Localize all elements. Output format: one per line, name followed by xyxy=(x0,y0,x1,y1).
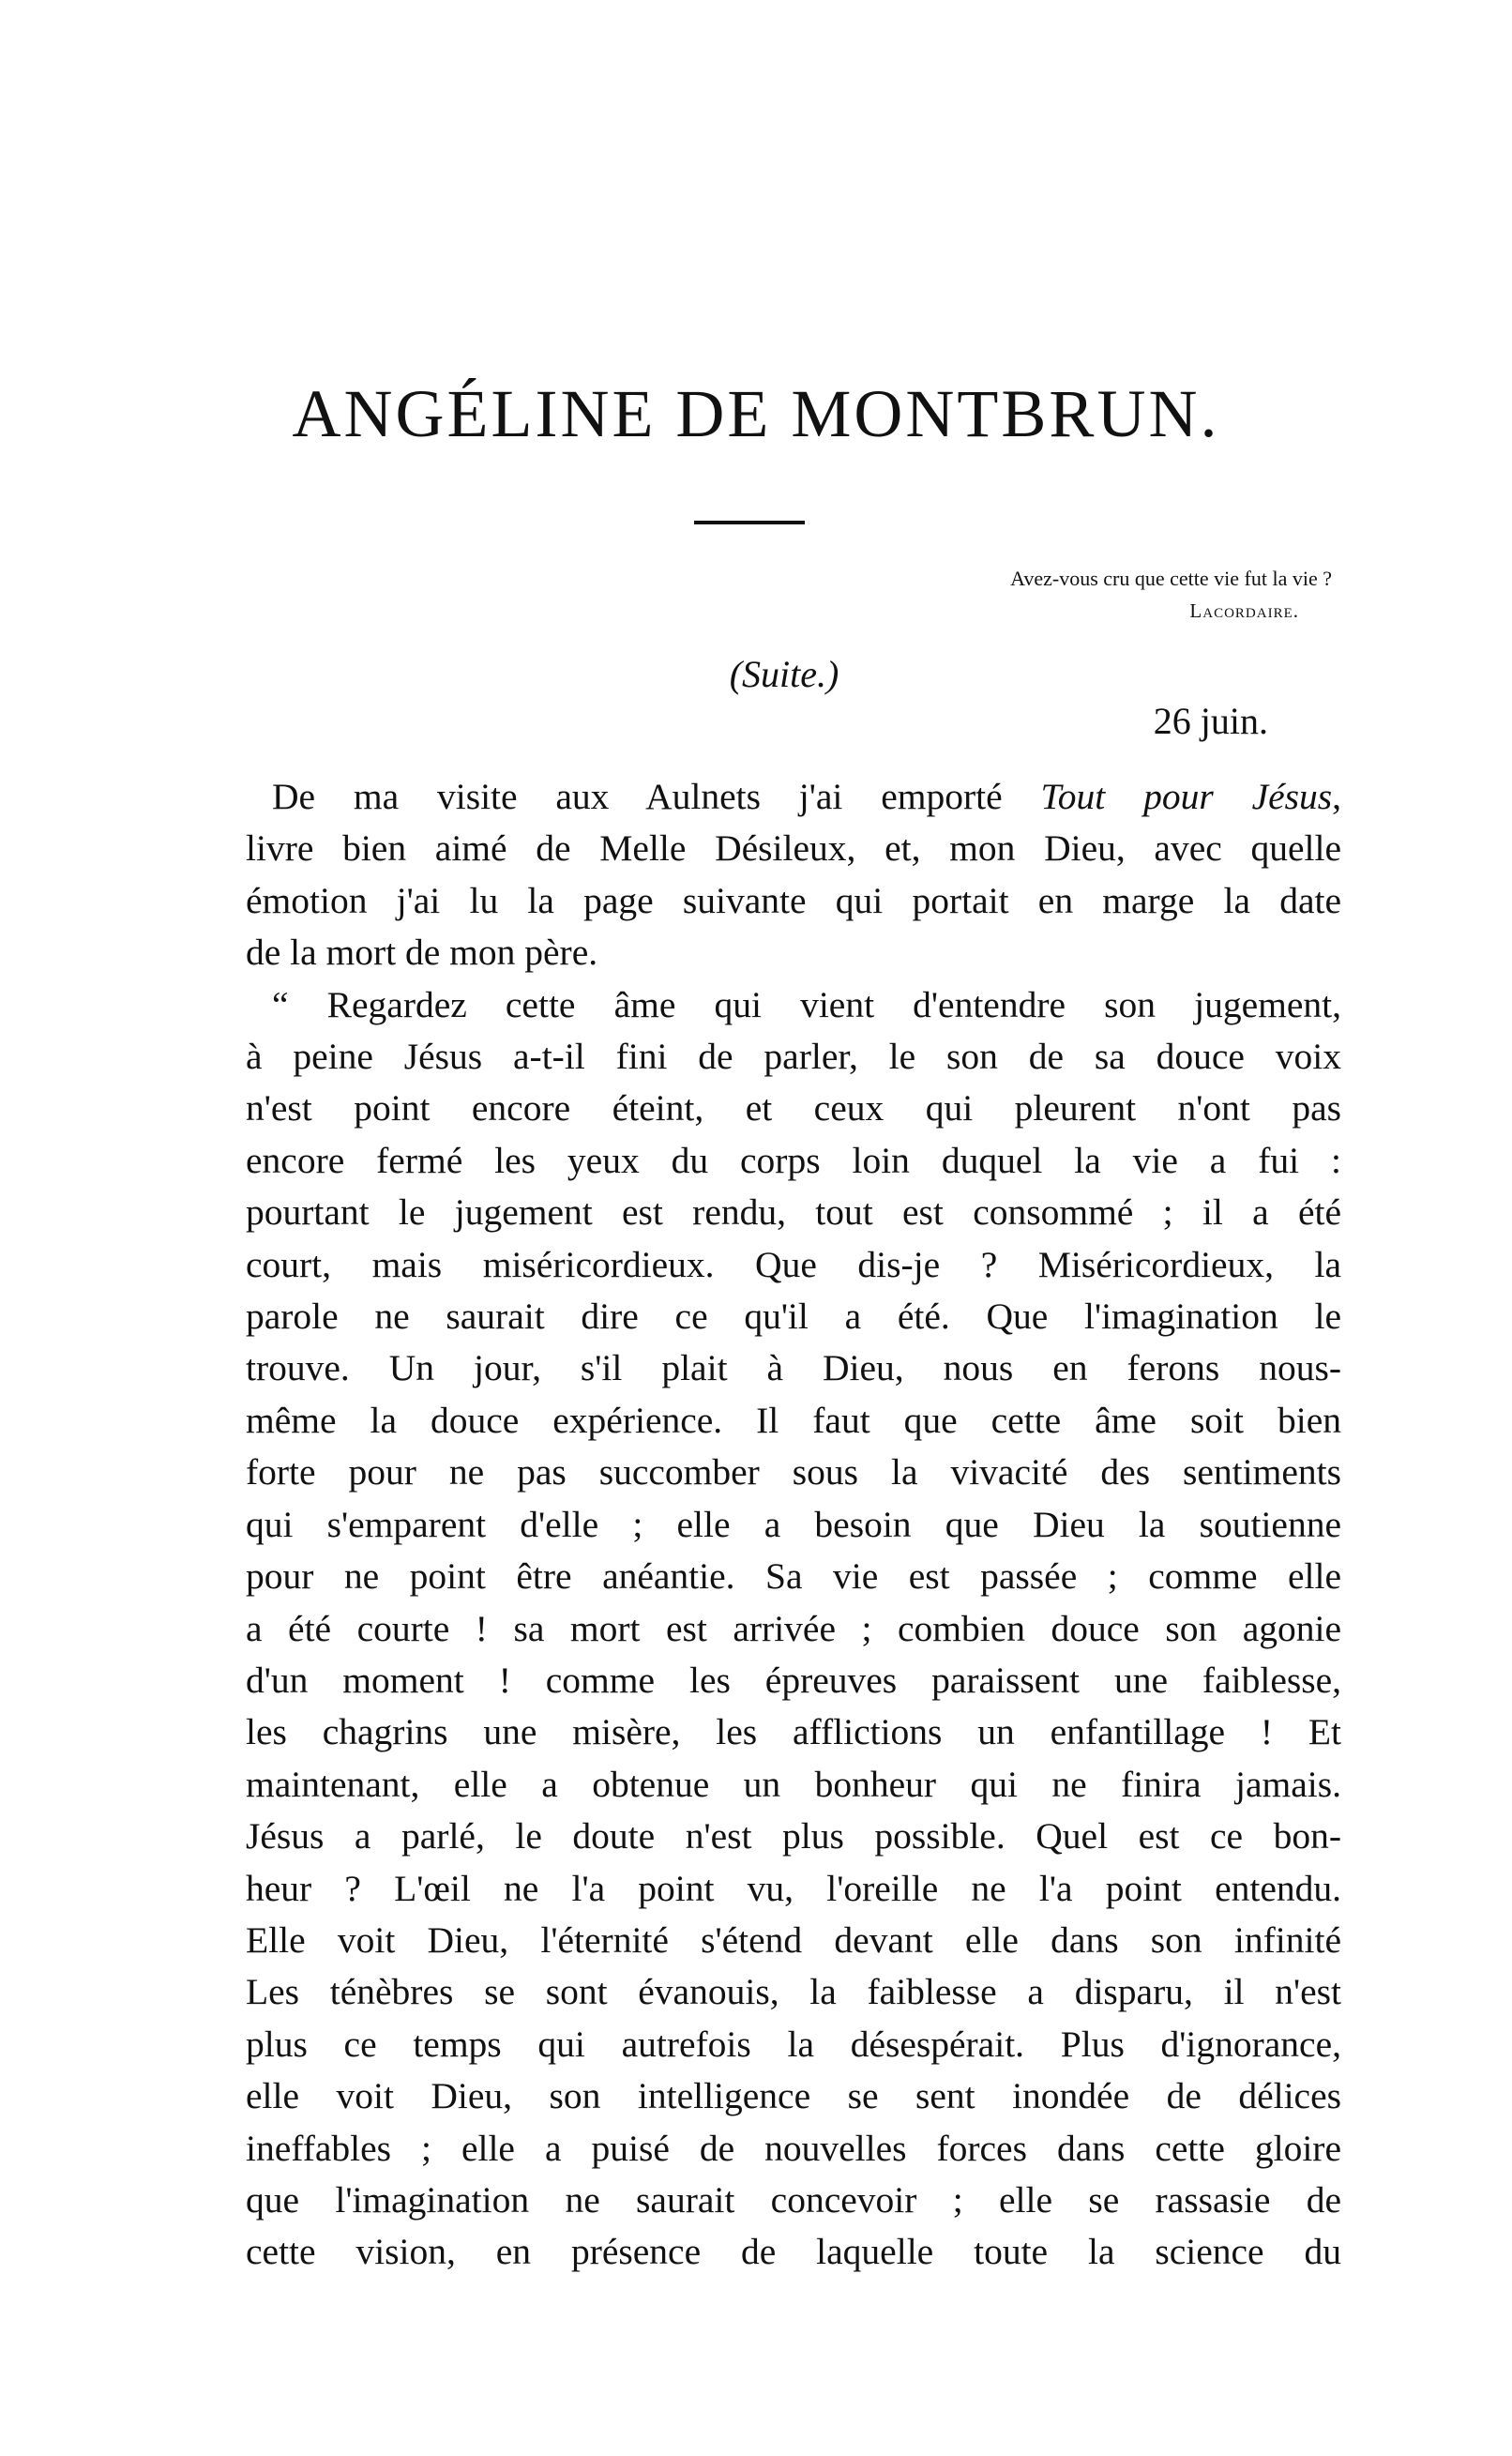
text-line: Elle voit Dieu, l'éternité s'étend devant elle dans son infinité xyxy=(246,1918,1341,1961)
paragraph-1 xyxy=(246,771,1341,979)
paragraph-2 xyxy=(246,979,1341,2279)
continuation-label: (Suite.) xyxy=(729,653,839,695)
text-line: plus ce temps qui autrefois la désespérait. Plus d'ignorance, xyxy=(246,2023,1341,2065)
text-line: trouve. Un jour, s'il plait à Dieu, nous en ferons nous- xyxy=(246,1347,1341,1389)
book-title: Tout pour Jésus xyxy=(1040,776,1333,817)
text-line: que l'imagination ne saurait concevoir ; elle se rassasie de xyxy=(246,2178,1341,2221)
text-line: forte pour ne pas succomber sous la vivacité des sentiments xyxy=(246,1451,1341,1493)
entry-date: 26 juin. xyxy=(1153,700,1268,742)
text-line: Jésus a parlé, le doute n'est plus possible. Quel est ce bon- xyxy=(246,1815,1341,1857)
epigraph-quote: Avez-vous cru que cette vie fut la vie ? xyxy=(1010,567,1332,590)
text-line: parole ne saurait dire ce qu'il a été. Que l'imagination le xyxy=(246,1296,1341,1338)
text-line: d'un moment ! comme les épreuves paraissent une faiblesse, xyxy=(246,1659,1341,1701)
text-line: heur ? L'œil ne l'a point vu, l'oreille ne l'a point entendu. xyxy=(246,1867,1341,1909)
text-line xyxy=(246,771,1341,823)
text-line: ineffables ; elle a puisé de nouvelles forces dans cette gloire xyxy=(246,2127,1341,2169)
text-line: livre bien aimé de Melle Désileux, et, mon Dieu, avec quelle xyxy=(246,827,1341,870)
text-line: “ Regardez cette âme qui vient d'entendre son jugement, xyxy=(272,983,1341,1025)
continuation-note xyxy=(0,652,1512,696)
title-rule xyxy=(694,521,805,524)
text-line: elle voit Dieu, son intelligence se sent inondée de délices xyxy=(246,2075,1341,2117)
text-line: maintenant, elle a obtenue un bonheur qui ne finira jamais. xyxy=(246,1763,1341,1805)
text-line: court, mais miséricordieux. Que dis-je ? Miséricordieux, la xyxy=(246,1243,1341,1285)
text-run: , xyxy=(1332,776,1342,817)
text-line: les chagrins une misère, les afflictions un enfantillage ! Et xyxy=(246,1711,1341,1753)
text-line: de la mort de mon père. xyxy=(246,932,598,974)
text-run: De ma visite aux Aulnets j'ai emporté xyxy=(272,776,1041,817)
text-line: Les ténèbres se sont évanouis, la faiblesse a disparu, il n'est xyxy=(246,1971,1341,2013)
text-line: pourtant le jugement est rendu, tout est consommé ; il a été xyxy=(246,1191,1341,1234)
text-line: à peine Jésus a-t-il fini de parler, le son de sa douce voix xyxy=(246,1036,1341,1078)
text-line: encore fermé les yeux du corps loin duquel la vie a fui : xyxy=(246,1139,1341,1181)
body-text xyxy=(246,771,1341,2279)
text-line: n'est point encore éteint, et ceux qui pleurent n'ont pas xyxy=(246,1087,1341,1129)
epigraph-author: Lacordaire. xyxy=(1189,599,1299,622)
text-line: pour ne point être anéantie. Sa vie est passée ; comme elle xyxy=(246,1555,1341,1598)
text-line: qui s'emparent d'elle ; elle a besoin que Dieu la soutienne xyxy=(246,1503,1341,1545)
text-line: même la douce expérience. Il faut que cette âme soit bien xyxy=(246,1399,1341,1441)
epigraph xyxy=(807,563,1332,627)
text-line: cette vision, en présence de laquelle toute la science du xyxy=(246,2231,1341,2273)
chapter-title: ANGÉLINE DE MONTBRUN. xyxy=(292,376,1220,451)
text-line: émotion j'ai lu la page suivante qui portait en marge la date xyxy=(246,879,1341,921)
text-line: a été courte ! sa mort est arrivée ; combien douce son agonie xyxy=(246,1607,1341,1649)
